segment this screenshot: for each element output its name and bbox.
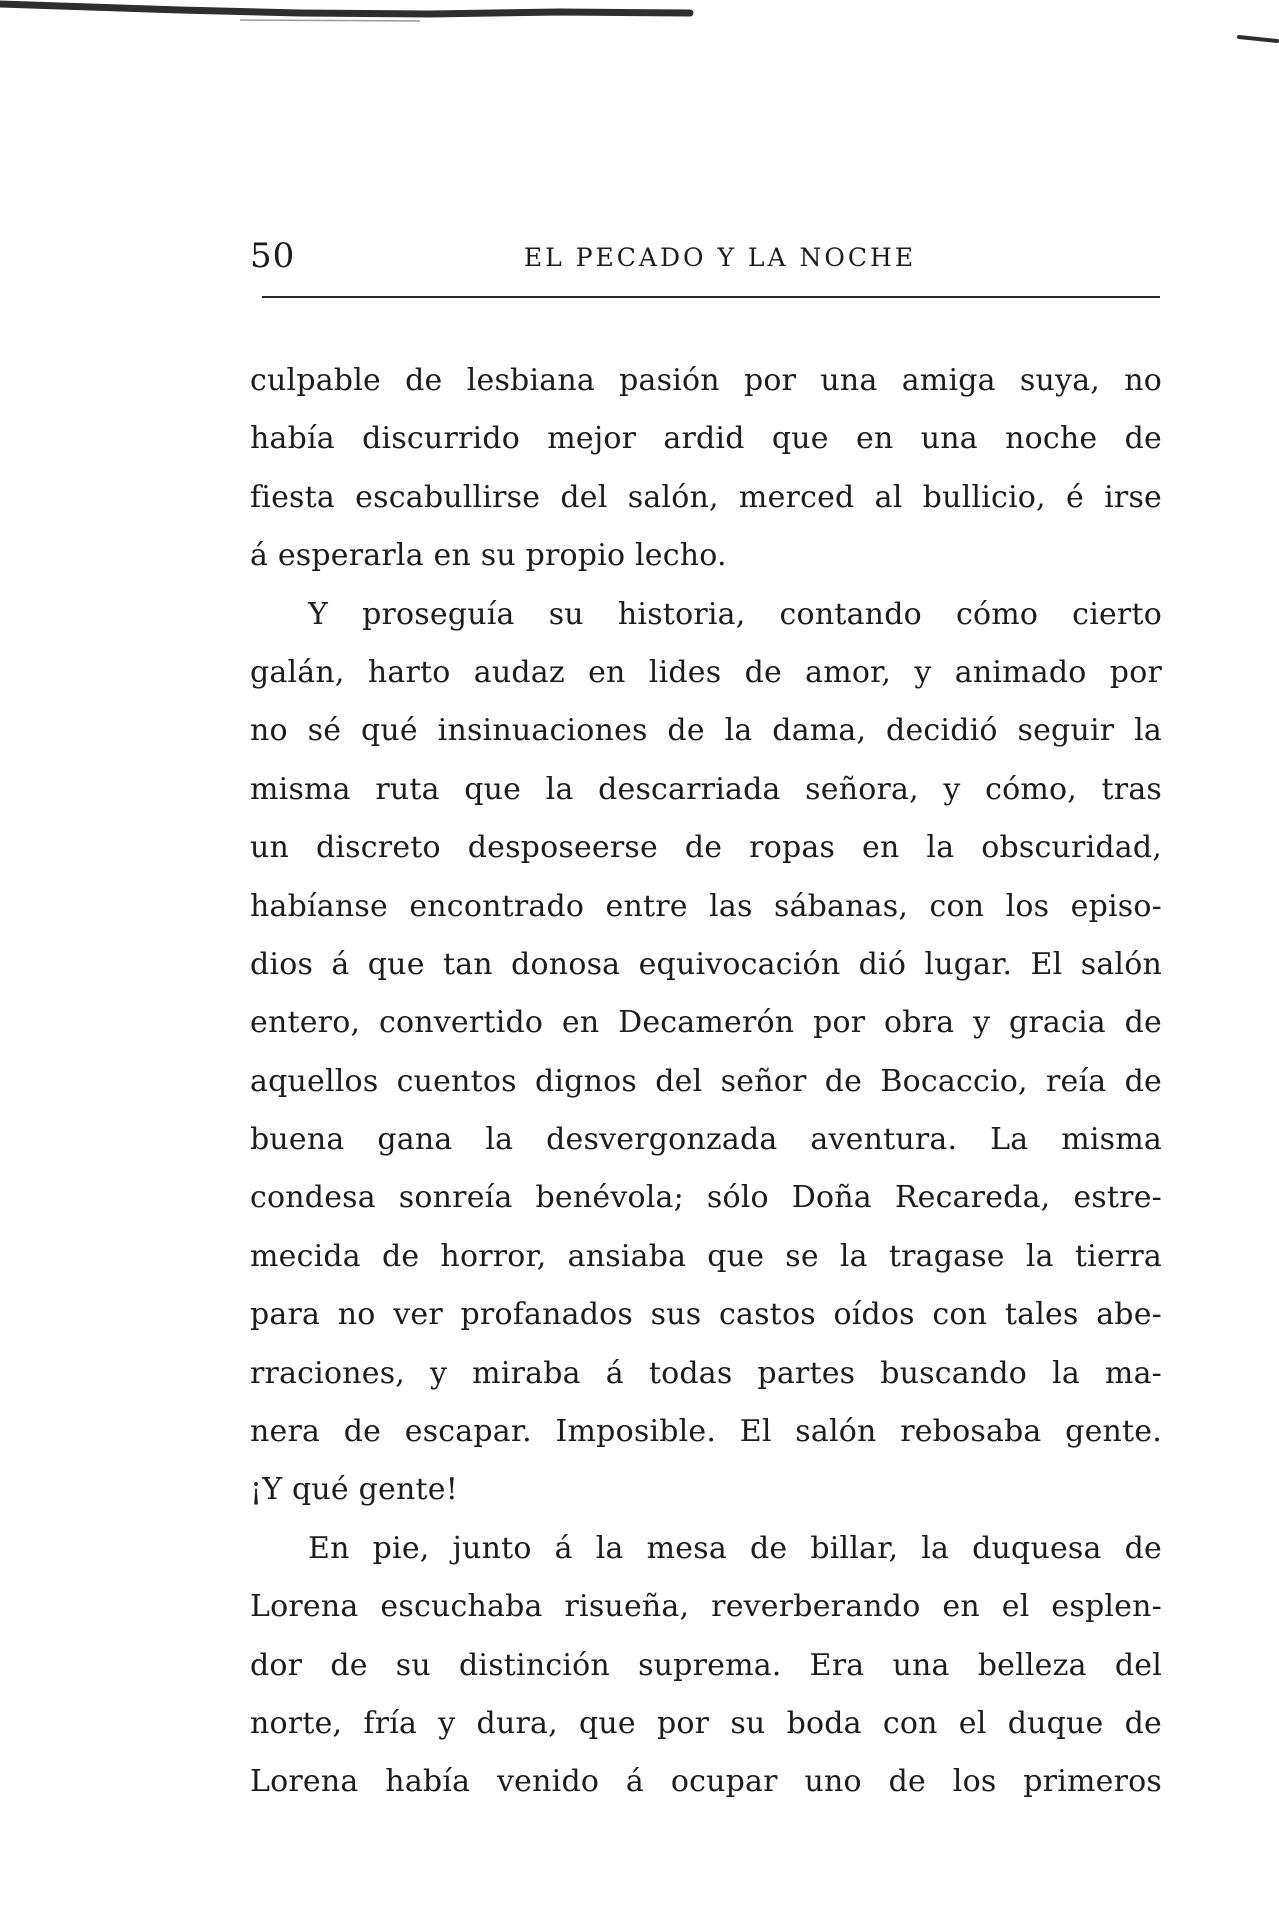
text-line: Y proseguía su historia, contando cómo cierto [308,596,1162,632]
text-line: culpable de lesbiana pasión por una amiga suya, no [250,363,1162,398]
text-line: Lorena escuchaba risueña, reverberando en el esplen- [250,1589,1162,1625]
text-line: condesa sonreía benévola; sólo Doña Recareda, estre- [250,1180,1162,1216]
text-line: Lorena había venido á ocupar uno de los primeros [250,1764,1162,1800]
page-number: 50 [250,236,296,276]
text-line: galán, harto audaz en lides de amor, y animado por [250,654,1162,690]
scan-edge-mark-top [0,0,700,22]
text-line: En pie, junto á la mesa de billar, la duquesa de [308,1530,1162,1566]
text-line: rraciones, y miraba á todas partes buscando la ma- [250,1355,1162,1391]
text-line: habíanse encontrado entre las sábanas, con los episo- [250,888,1162,924]
text-line: dor de su distinción suprema. Era una belleza del [250,1647,1162,1683]
text-line: había discurrido mejor ardid que en una noche de [250,421,1162,457]
text-line: nera de escapar. Imposible. El salón rebosaba gente. [250,1414,1162,1450]
text-line: misma ruta que la descarriada señora, y cómo, tras [250,771,1162,807]
paragraph-3 [250,1520,1162,1812]
text-line: un discreto desposeerse de ropas en la obscuridad, [250,830,1162,866]
paragraph-1 [250,352,1162,586]
running-head [250,232,1160,280]
text-line: ¡Y qué gente! [250,1472,458,1508]
text-line: aquellos cuentos dignos del señor de Bocaccio, reía de [250,1063,1162,1099]
text-line: á esperarla en su propio lecho. [250,538,727,574]
scan-edge-mark-right [1237,32,1279,46]
text-line: dios á que tan donosa equivocación dió lugar. El salón [250,946,1162,982]
text-line: para no ver profanados sus castos oídos con tales abe- [250,1297,1162,1333]
running-title: EL PECADO Y LA NOCHE [523,243,917,272]
text-line: no sé qué insinuaciones de la dama, decidió seguir la [250,713,1162,749]
text-line: entero, convertido en Decamerón por obra y gracia de [250,1005,1162,1041]
text-line: buena gana la desvergonzada aventura. La misma [250,1122,1162,1158]
body-text [250,352,1162,1812]
text-line: norte, fría y dura, que por su boda con el duque de [250,1705,1162,1741]
text-line: fiesta escabullirse del salón, merced al bullicio, é irse [250,479,1162,515]
paragraph-2 [250,586,1162,1520]
header-rule [262,296,1160,298]
text-line: mecida de horror, ansiaba que se la tragase la tierra [250,1238,1162,1274]
